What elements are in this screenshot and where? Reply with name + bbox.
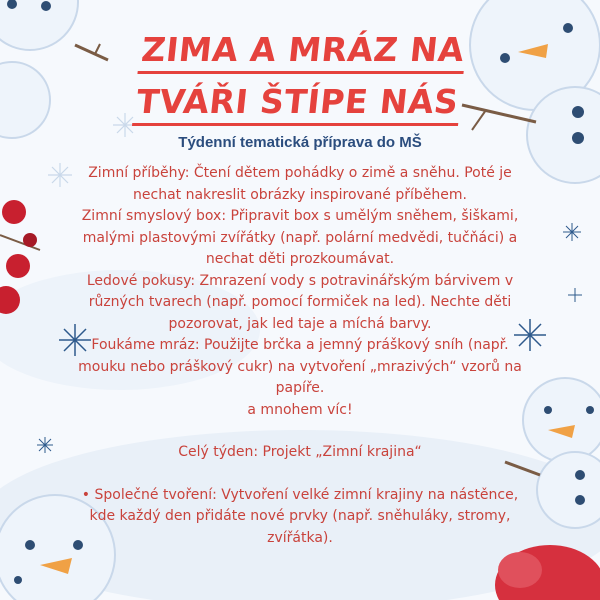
activity-blowing-frost: Foukáme mráz: Použijte brčka a jemný práškový sníh (např. mouku nebo práškový cukr) na vytvoření „mrazivých“ vzorů na papíře. — [78, 337, 522, 396]
weekly-project-heading: Celý týden: Projekt „Zimní krajina“ — [178, 444, 422, 460]
poster-subtitle: Týdenní tematická příprava do MŠ — [178, 134, 422, 151]
poster-body — [70, 163, 530, 549]
activity-joint-creation: • Společné tvoření: Vytvoření velké zimní krajiny na nástěnce, kde každý den přidáte nové prvky (např. sněhuláky, stromy, zvířátka). — [81, 486, 519, 546]
and-more-text: a mnohem víc! — [247, 401, 353, 418]
poster-title — [65, 30, 535, 126]
activity-ice-experiments: Ledové pokusy: Zmrazení vody s potravinářským bárvivem v různých tvarech (např. pomocí formiček na led). Nechte děti pozorovat, jak led taje a míchá barvy. — [86, 272, 514, 332]
title-line-2: TVÁŘI ŠTÍPE NÁS — [132, 82, 462, 126]
activity-winter-stories: Zimní příběhy: Čtení dětem pohádky o zimě a sněhu. Poté je nechat nakreslit obrázky inspirované příběhem. — [88, 165, 512, 203]
activity-sensory-box: Zimní smyslový box: Připravit box s umělým sněhem, šiškami, malými plastovými zvířátky (např. polární medvědi, tučňáci) a nechat děti prozkoumávat. — [81, 208, 519, 267]
poster-content — [70, 30, 530, 549]
title-line-1: ZIMA A MRÁZ NA — [137, 30, 468, 74]
